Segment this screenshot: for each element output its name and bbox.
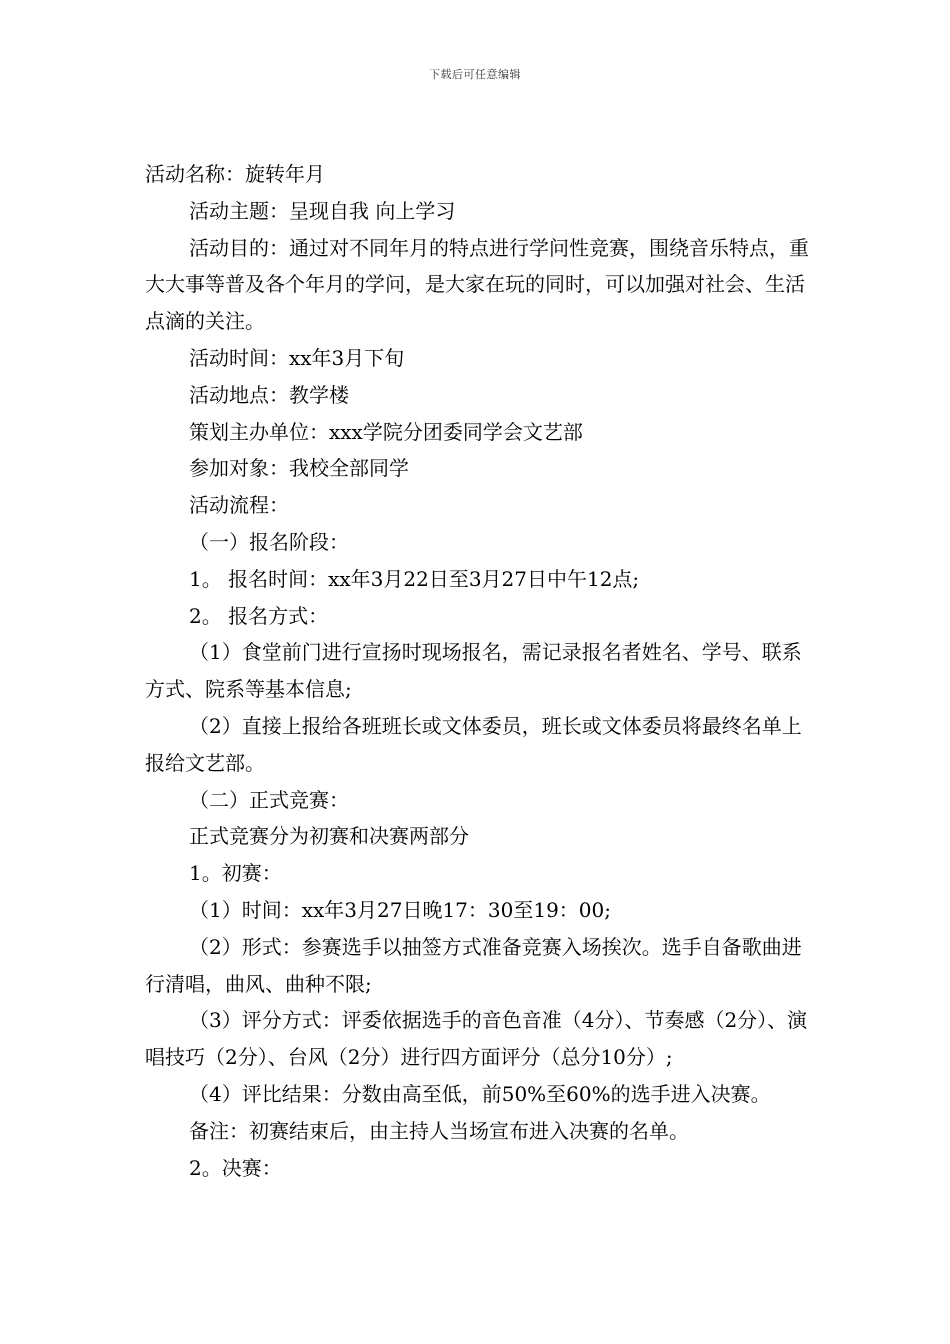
paragraph-registration-method: 2。 报名方式：	[189, 603, 329, 628]
paragraph-preliminary-time: （1）时间：xx年3月27日晚17：30至19：00;	[189, 897, 611, 922]
paragraph-final: 2。决赛：	[189, 1155, 282, 1180]
paragraph-registration-method-1: （1）食堂前门进行宣扬时现场报名，需记录报名者姓名、学号、联系方式、院系等基本信息;	[145, 640, 802, 702]
document-body	[145, 156, 817, 1186]
paragraph-participants: 参加对象：我校全部同学	[189, 456, 409, 481]
paragraph-formal-competition: （二）正式竞赛：	[189, 787, 349, 812]
paragraph-process-heading: 活动流程：	[189, 493, 289, 518]
paragraph-activity-time: 活动时间：xx年3月下旬	[189, 345, 405, 370]
paragraph-preliminary-format: （2）形式：参赛选手以抽签方式准备竞赛入场挨次。选手自备歌曲进行清唱，曲风、曲种不限;	[145, 934, 802, 996]
paragraph-registration-stage: （一）报名阶段：	[189, 529, 349, 554]
paragraph-activity-purpose: 活动目的：通过对不同年月的特点进行学问性竞赛，围绕音乐特点，重大大事等普及各个年月的学问，是大家在玩的同时，可以加强对社会、生活点滴的关注。	[145, 235, 809, 334]
paragraph-organizer: 策划主办单位：xxx学院分团委同学会文艺部	[189, 419, 583, 444]
paragraph-registration-method-2: （2）直接上报给各班班长或文体委员，班长或文体委员将最终名单上报给文艺部。	[145, 713, 802, 775]
paragraph-activity-theme: 活动主题：呈现自我 向上学习	[189, 198, 456, 223]
paragraph-competition-parts: 正式竞赛分为初赛和决赛两部分	[189, 824, 469, 849]
paragraph-scoring-method: （3）评分方式：评委依据选手的音色音准（4分）、节奏感（2分）、演唱技巧（2分）、台风（2分）进行四方面评分（总分10分）;	[145, 1008, 808, 1070]
paragraph-registration-time: 1。 报名时间：xx年3月22日至3月27日中午12点;	[189, 566, 640, 591]
paragraph-activity-name: 活动名称：旋转年月	[145, 162, 325, 186]
paragraph-preliminary: 1。初赛：	[189, 861, 282, 886]
paragraph-note: 备注：初赛结束后，由主持人当场宣布进入决赛的名单。	[189, 1118, 689, 1143]
page-header: 下载后可任意编辑	[429, 68, 521, 81]
paragraph-activity-location: 活动地点：教学楼	[189, 382, 349, 407]
paragraph-evaluation-result: （4）评比结果：分数由高至低，前50%至60%的选手进入决赛。	[189, 1081, 771, 1106]
